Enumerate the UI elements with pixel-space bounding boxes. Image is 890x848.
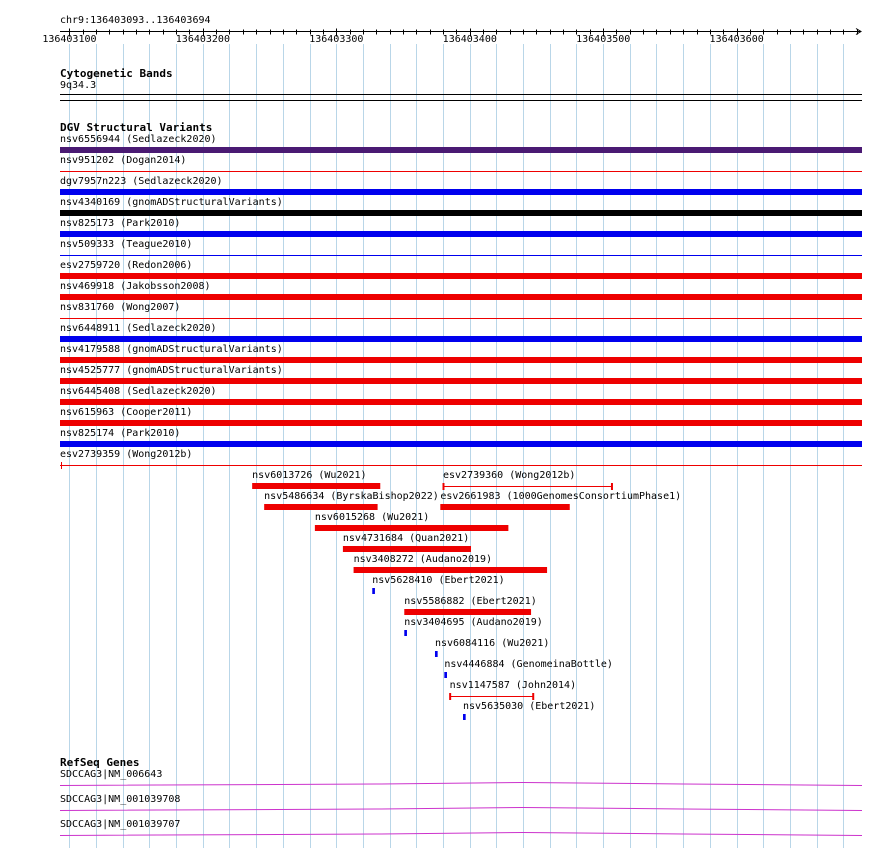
dgv-variant-bar (404, 630, 407, 636)
dgv-variant-bar (354, 567, 547, 573)
refseq-gene-line (60, 808, 862, 811)
dgv-variant-label[interactable]: esv2739360 (Wong2012b) (442, 470, 576, 481)
dgv-variant-label[interactable]: nsv6445408 (Sedlazeck2020) (60, 386, 217, 397)
dgv-variant-bar (372, 588, 375, 594)
dgv-variant-bar (60, 441, 862, 447)
dgv-variant-bar (60, 294, 862, 300)
dgv-variant-label[interactable]: nsv6084116 (Wu2021) (434, 638, 550, 649)
dgv-variant-label[interactable]: nsv4340169 (gnomADStructuralVariants) (60, 197, 283, 208)
dgv-variant-bar (60, 378, 862, 384)
ruler-tick-label: 136403200 (175, 34, 230, 45)
refseq-gene-label[interactable]: SDCCAG3|NM_001039707 (60, 819, 181, 830)
refseq-gene-line (60, 833, 862, 836)
dgv-variant-label[interactable]: nsv4446884 (GenomeinaBottle) (444, 659, 613, 670)
dgv-track-title: DGV Structural Variants (60, 121, 213, 134)
dgv-variant-label[interactable]: nsv469918 (Jakobsson2008) (60, 281, 211, 292)
dgv-variant-bar (60, 189, 862, 195)
dgv-variant-bar (60, 273, 862, 279)
refseq-gene-label[interactable]: SDCCAG3|NM_001039708 (60, 794, 181, 805)
dgv-variant-bar (60, 336, 862, 342)
dgv-variant-label[interactable]: nsv825174 (Park2010) (60, 428, 181, 439)
refseq-track-title: RefSeq Genes (60, 756, 140, 769)
dgv-variant-label[interactable]: nsv6013726 (Wu2021) (252, 470, 367, 481)
ruler-tick-label: 136403300 (309, 34, 364, 45)
dgv-variant-label[interactable]: nsv6448911 (Sedlazeck2020) (60, 323, 217, 334)
dgv-variant-bar (60, 357, 862, 363)
dgv-variant-label[interactable]: nsv615963 (Cooper2011) (60, 407, 193, 418)
dgv-variant-bar (252, 483, 380, 489)
dgv-variant-label[interactable]: nsv825173 (Park2010) (60, 218, 181, 229)
dgv-variant-label[interactable]: nsv1147587 (John2014) (449, 680, 577, 691)
ruler-tick-label: 136403100 (42, 34, 97, 45)
dgv-variant-bar (343, 546, 471, 552)
dgv-variant-bar (444, 672, 447, 678)
dgv-variant-bar (60, 147, 862, 153)
dgv-variant-bar (60, 420, 862, 426)
refseq-gene-line (60, 783, 862, 786)
dgv-variant-bar (60, 231, 862, 237)
dgv-variant-bar (463, 714, 466, 720)
ruler-tick-label: 136403500 (576, 34, 631, 45)
dgv-variant-label[interactable]: nsv951202 (Dogan2014) (60, 155, 187, 166)
cytoband-label[interactable]: 9q34.3 (60, 80, 97, 91)
dgv-variant-label[interactable]: dgv7957n223 (Sedlazeck2020) (60, 176, 223, 187)
dgv-variant-bar (404, 609, 531, 615)
dgv-variant-bar (440, 504, 569, 510)
dgv-variant-label[interactable]: nsv5486634 (ByrskaBishop2022) (264, 491, 439, 502)
dgv-variant-bar (264, 504, 377, 510)
ruler-tick-label: 136403400 (442, 34, 497, 45)
refseq-gene-label[interactable]: SDCCAG3|NM_006643 (60, 769, 163, 780)
dgv-variant-label[interactable]: nsv831760 (Wong2007) (60, 302, 181, 313)
dgv-variant-label[interactable]: nsv4179588 (gnomADStructuralVariants) (60, 344, 283, 355)
dgv-variant-label[interactable]: nsv3408272 (Audano2019) (353, 554, 493, 565)
dgv-variant-bar (60, 210, 862, 216)
dgv-variant-label[interactable]: esv2739359 (Wong2012b) (60, 449, 193, 460)
dgv-variant-label[interactable]: nsv3404695 (Audano2019) (404, 617, 543, 628)
dgv-variant-bar (60, 399, 862, 405)
dgv-variant-label[interactable]: nsv5635030 (Ebert2021) (463, 701, 596, 712)
dgv-variant-label[interactable]: nsv6015268 (Wu2021) (314, 512, 430, 523)
dgv-variant-label[interactable]: esv2661983 (1000GenomesConsortiumPhase1) (440, 491, 682, 502)
dgv-variant-label[interactable]: esv2759720 (Redon2006) (60, 260, 193, 271)
ruler-tick-label: 136403600 (709, 34, 764, 45)
dgv-variant-label[interactable]: nsv4731684 (Quan2021) (342, 533, 470, 544)
dgv-variant-bar (435, 651, 438, 657)
dgv-variant-label[interactable]: nsv509333 (Teague2010) (60, 239, 193, 250)
dgv-variant-label[interactable]: nsv5628410 (Ebert2021) (372, 575, 505, 586)
cytoband-track-title: Cytogenetic Bands (60, 67, 173, 80)
dgv-variant-label[interactable]: nsv5586882 (Ebert2021) (404, 596, 537, 607)
dgv-variant-bar (315, 525, 508, 531)
region-label: chr9:136403093..136403694 (60, 15, 211, 26)
dgv-variant-label[interactable]: nsv4525777 (gnomADStructuralVariants) (60, 365, 283, 376)
dgv-variant-label[interactable]: nsv6556944 (Sedlazeck2020) (60, 134, 217, 145)
